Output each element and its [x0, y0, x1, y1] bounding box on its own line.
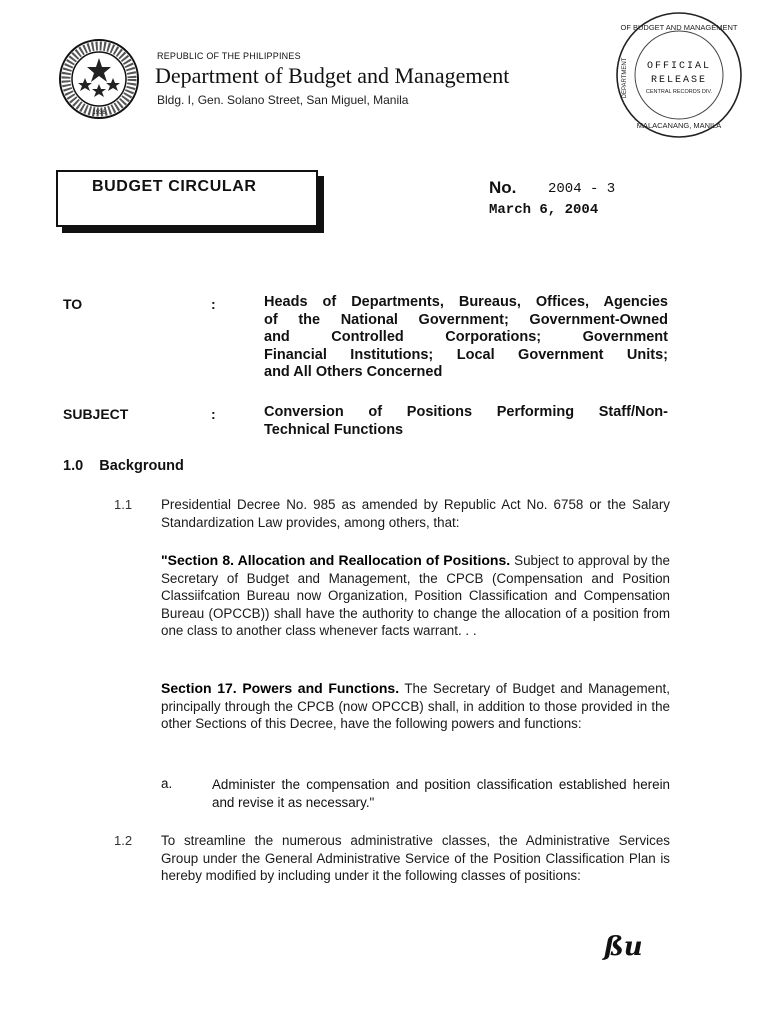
to-line: and Controlled Corporations; Government [264, 329, 668, 345]
section-number: 1.0 [63, 458, 84, 474]
quote-section-17 [161, 680, 670, 733]
handwritten-initials: ßu [604, 932, 643, 962]
section-heading [63, 458, 184, 474]
paragraph-1-1: Presidential Decree No. 985 as amended by Republic Act No. 6758 or the Salary Standardization Law provides, among others, that: [161, 497, 670, 530]
official-release-stamp-icon [612, 8, 746, 142]
list-item-a: Administer the compensation and position classification established herein and revise it as necessary." [212, 777, 670, 810]
to-line: and All Others Concerned [264, 364, 443, 380]
list-letter: a. [161, 776, 173, 791]
dbm-seal-icon [58, 38, 140, 120]
department-address: Bldg. I, Gen. Solano Street, San Miguel, Manila [157, 93, 409, 107]
to-colon: : [211, 296, 216, 312]
to-line: of the National Government; Government-Owned [264, 311, 668, 328]
section-title: Background [99, 458, 184, 474]
stamp-line3: CENTRAL RECORDS DIV. [645, 89, 713, 95]
circular-date: March 6, 2004 [489, 202, 599, 218]
subject-line: Conversion of Positions Performing Staff/Non- [264, 404, 668, 420]
subject-line: Technical Functions [264, 421, 404, 438]
republic-label: REPUBLIC OF THE PHILIPPINES [157, 51, 301, 61]
subject-colon: : [211, 406, 216, 422]
stamp-line1: OFFICIAL [646, 61, 712, 72]
department-name: Department of Budget and Management [155, 63, 510, 88]
paragraph-number: 1.1 [114, 497, 133, 512]
stamp-ring-top: OF BUDGET AND MANAGEMENT [620, 23, 738, 32]
circular-number: 2004 - 3 [548, 181, 616, 197]
quote-title: Section 17. Powers and Functions. [161, 680, 400, 696]
subject-label: SUBJECT [63, 406, 129, 422]
quote-title: "Section 8. Allocation and Reallocation of Positions. [161, 552, 511, 568]
stamp-line2: RELEASE [650, 75, 708, 86]
circular-number-label: No. [489, 178, 517, 197]
quote-section-8 [161, 552, 670, 640]
quote-body: The Secretary of Budget and Management, principally through the CPCB (now OPCCB) shall, in addition to those provided in the other Sections of this Decree, have the following powers and functions: [161, 681, 670, 732]
quote-body: Subject to approval by the Secretary of Budget and Management, the CPCB (Compensation and Position Classiifcation Bureau now Organization, Position Classification and Compensation Bureau (OPCCB)) shall have the authority to change the allocation of a position from one class to another class whenever facts warrant. . . [161, 553, 670, 639]
to-addressees [264, 294, 668, 382]
stamp-ring-bottom: MALACANANG, MANILA [636, 121, 722, 130]
paragraph-number: 1.2 [114, 833, 133, 848]
paragraph-1-2: To streamline the numerous administrative classes, the Administrative Services Group under the General Administrative Service of the Position Classification Plan is hereby modified by including under it the following classes of positions: [161, 833, 670, 884]
to-label: TO [63, 296, 83, 312]
stamp-ring-left: DEPARTMENT [622, 57, 628, 99]
seal-year: 1936 [92, 110, 106, 116]
subject-text [264, 404, 668, 439]
document-type: BUDGET CIRCULAR [92, 178, 257, 195]
to-line: Heads of Departments, Bureaus, Offices, Agencies [264, 294, 668, 310]
to-line: Financial Institutions; Local Government Units; [264, 346, 668, 363]
